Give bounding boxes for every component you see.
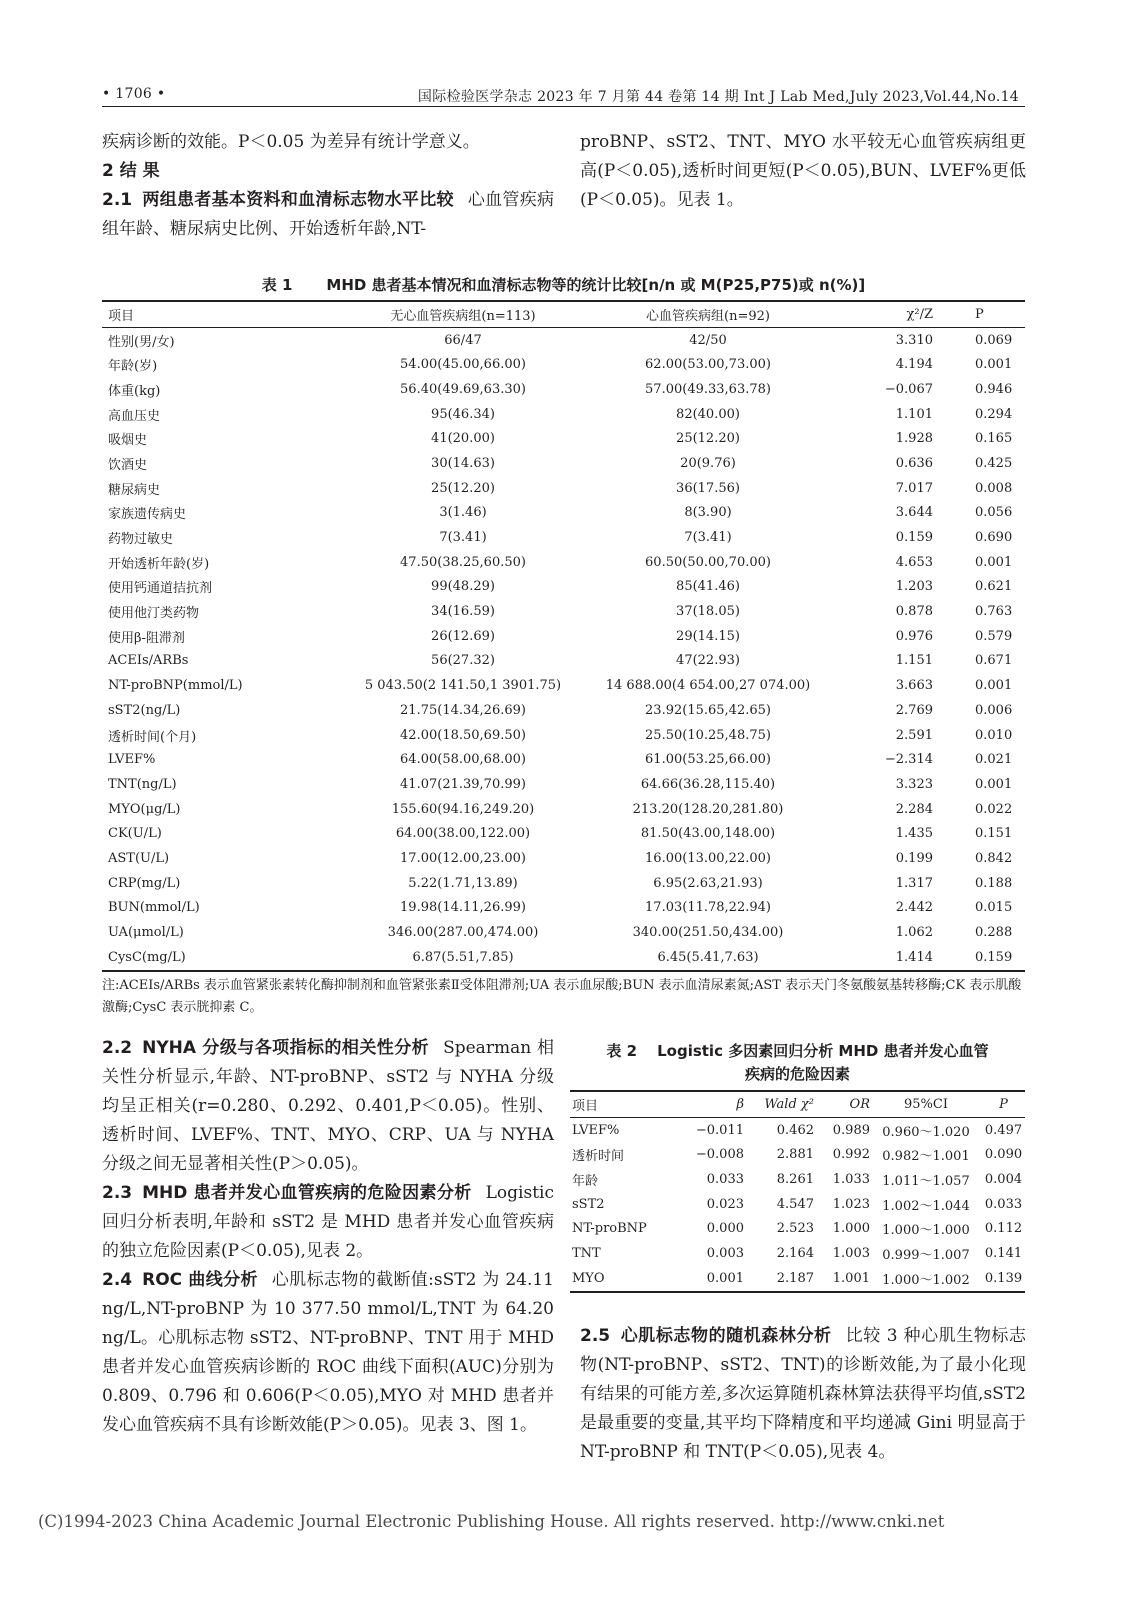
journal-header: 国际检验医学杂志 2023 年 7 月第 44 卷第 14 期 Int J Lab Med,July 2023,Vol.44,No.14 bbox=[417, 89, 1019, 105]
table1-row-cell: CK(U/L) bbox=[108, 826, 162, 842]
table1-row-cell: 2.591 bbox=[895, 727, 933, 743]
table1-row-cell: 26(12.69) bbox=[431, 628, 495, 644]
table1-row-cell: 0.056 bbox=[975, 505, 1013, 521]
subsection-number: 2.1 bbox=[102, 190, 133, 210]
table1-row-cell: TNT(ng/L) bbox=[108, 776, 177, 792]
table2-row-cell: LVEF% bbox=[572, 1122, 620, 1138]
table1-row-cell: 7.017 bbox=[895, 480, 933, 496]
table2-row-cell: 0.960～1.020 bbox=[882, 1124, 970, 1140]
table1-row bbox=[102, 501, 1025, 526]
table1-row-cell: NT-proBNP(mmol/L) bbox=[108, 678, 243, 694]
right-bottom-text bbox=[580, 1322, 1026, 1467]
table1-row-cell: 47(22.93) bbox=[676, 653, 740, 669]
table2-row-cell: 4.547 bbox=[776, 1196, 814, 1212]
paragraph-text: 心肌标志物的截断值:sST2 为 24.11 ng/L,NT-proBNP 为 10 377.50 mmol/L,TNT 为 64.20 ng/L。心肌标志物 sST2、NT-proBNP、TNT 用于 MHD 患者并发心血管疾病诊断的 ROC 曲线下面积(AUC)分别为 0.809、0.796 和 0.606(P＜0.05),MYO 对 MHD 患者并发心血管疾病不具有诊断效能(P＞0.05)。见表 3、图 1。 bbox=[102, 1270, 554, 1435]
table2-row bbox=[570, 1266, 1025, 1292]
table2-row-cell: 2.523 bbox=[776, 1221, 814, 1237]
table2-title: Logistic 多因素回归分析 MHD 患者并发心血管 bbox=[657, 1042, 989, 1060]
table2-row-cell: NT-proBNP bbox=[572, 1221, 647, 1237]
table2-row-cell: 0.004 bbox=[984, 1171, 1023, 1187]
table2-row-cell: 2.164 bbox=[776, 1245, 814, 1261]
table2-body bbox=[570, 1117, 1025, 1291]
table1-row-cell: −0.067 bbox=[884, 381, 933, 397]
paragraph-text: Logistic 回归分析表明,年龄和 sST2 是 MHD 患者并发心血管疾病的独立危险因素(P＜0.05),见表 2。 bbox=[102, 1183, 554, 1261]
table2-label: 表 2 bbox=[606, 1042, 638, 1060]
table1-row-cell: 吸烟史 bbox=[108, 433, 148, 449]
table1-row-cell: BUN(mmol/L) bbox=[108, 900, 200, 916]
table1-row-cell: 25(12.20) bbox=[431, 480, 495, 496]
table1-row-cell: 21.75(14.34,26.69) bbox=[400, 702, 526, 718]
table1-row bbox=[102, 327, 1025, 352]
table2-title-line1 bbox=[570, 1040, 1025, 1063]
table1-row-cell: 41(20.00) bbox=[431, 431, 495, 447]
table1-row-cell: 使用钙通道拮抗剂 bbox=[108, 581, 213, 597]
table1-row-cell: 0.159 bbox=[975, 949, 1013, 965]
table1-row bbox=[102, 649, 1025, 674]
table1-row-cell: 0.690 bbox=[975, 530, 1013, 546]
paragraph-2-2 bbox=[102, 1034, 554, 1179]
paragraph-2-3 bbox=[102, 1179, 554, 1266]
subsection-number: 2.3 bbox=[102, 1183, 133, 1203]
table1-row bbox=[102, 476, 1025, 501]
table1-row-cell: 20(9.76) bbox=[680, 455, 736, 471]
table1-row bbox=[102, 871, 1025, 896]
table1-row-cell: 29(14.15) bbox=[676, 628, 740, 644]
table2-row-cell: 0.003 bbox=[706, 1245, 744, 1261]
left-bottom-text bbox=[102, 1034, 554, 1440]
table1-note: 注:ACEIs/ARBs 表示血管紧张素转化酶抑制剂和血管紧张素Ⅱ受体阻滞剂;UA 表示血尿酸;BUN 表示血清尿素氮;AST 表示天门冬氨酸氨基转移酶;CK 表示肌酸激酶;CysC 表示胱抑素 C。 bbox=[102, 978, 1022, 1015]
table1 bbox=[102, 300, 1025, 972]
table2-row-cell: 1.002～1.044 bbox=[882, 1198, 970, 1214]
subsection-number: 2.2 bbox=[102, 1038, 133, 1058]
table1-title: MHD 患者基本情况和血清标志物等的统计比较[n/n 或 M(P25,P75)或 n(%)] bbox=[326, 276, 866, 294]
paragraph-text: 心血管疾病组年龄、糖尿病史比例、开始透析年龄,NT- bbox=[102, 190, 555, 239]
table1-row-cell: 16.00(13.00,22.00) bbox=[645, 850, 771, 866]
table1-row-cell: AST(U/L) bbox=[108, 850, 170, 866]
table1-row-cell: 155.60(94.16,249.20) bbox=[391, 801, 535, 817]
table1-row-cell: 透析时间(个月) bbox=[108, 729, 197, 745]
table1-row-cell: 64.00(38.00,122.00) bbox=[395, 826, 531, 842]
table1-row-cell: 14 688.00(4 654.00,27 074.00) bbox=[605, 678, 811, 694]
table1-row-cell: 0.579 bbox=[975, 628, 1013, 644]
table1-row bbox=[102, 821, 1025, 846]
table2-title-line2: 疾病的危险因素 bbox=[744, 1065, 850, 1083]
table1-row-cell: 饮酒史 bbox=[108, 457, 148, 473]
table1-row-cell: 47.50(38.25,60.50) bbox=[400, 554, 526, 570]
table1-row-cell: 340.00(251.50,434.00) bbox=[632, 925, 784, 941]
right-top-text bbox=[580, 128, 1026, 215]
table1-row-cell: 0.022 bbox=[975, 801, 1013, 817]
table1-row-cell: UA(μmol/L) bbox=[108, 925, 184, 941]
table1-row bbox=[102, 673, 1025, 698]
table1-row-cell: 57.00(49.33,63.78) bbox=[645, 381, 771, 397]
table2-row-cell: 0.033 bbox=[984, 1196, 1023, 1212]
table1-row-cell: MYO(μg/L) bbox=[108, 801, 181, 817]
table1-row-cell: 1.928 bbox=[895, 431, 933, 447]
table1-row-cell: 56(27.32) bbox=[431, 653, 495, 669]
table1-row-cell: 0.294 bbox=[975, 406, 1013, 422]
table2-row-cell: 1.000 bbox=[832, 1221, 870, 1237]
table1-row-cell: 药物过敏史 bbox=[108, 532, 174, 548]
table1-row-cell: 30(14.63) bbox=[431, 455, 495, 471]
table1-row-cell: 0.621 bbox=[975, 579, 1013, 595]
table1-caption bbox=[102, 274, 1025, 295]
table2-row bbox=[570, 1216, 1025, 1241]
table1-row-cell: 4.653 bbox=[895, 554, 933, 570]
table1-row-cell: 0.425 bbox=[975, 455, 1013, 471]
table2-header-cell: 项目 bbox=[572, 1098, 599, 1114]
paragraph-text: 比较 3 种心肌生物标志物(NT-proBNP、sST2、TNT)的诊断效能,为了最小化现有结果的可能方差,多次运算随机森林算法获得平均值,sST2 是最重要的变量,其平均下降精度和平均递减 Gini 明显高于 NT-proBNP 和 TNT(P＜0.05),见表 4。 bbox=[580, 1326, 1027, 1462]
table2-row-cell: MYO bbox=[572, 1270, 605, 1286]
table2-row-cell: 0.000 bbox=[706, 1221, 744, 1237]
table1-row bbox=[102, 426, 1025, 451]
table2-row-cell: 2.881 bbox=[776, 1147, 814, 1163]
table1-row-cell: 23.92(15.65,42.65) bbox=[645, 702, 771, 718]
table1-row-cell: 17.00(12.00,23.00) bbox=[400, 850, 526, 866]
table2 bbox=[570, 1090, 1025, 1293]
table1-row-cell: 高血压史 bbox=[108, 408, 161, 424]
table2-row-cell: 0.023 bbox=[706, 1196, 744, 1212]
table2-row-cell: 1.033 bbox=[832, 1171, 870, 1187]
table1-row-cell: 17.03(11.78,22.94) bbox=[645, 900, 771, 916]
table1-row-cell: 8(3.90) bbox=[684, 505, 732, 521]
table2-row-cell: 透析时间 bbox=[572, 1149, 625, 1165]
subsection-title: MHD 患者并发心血管疾病的危险因素分析 bbox=[142, 1183, 472, 1203]
table1-row-cell: 年龄(岁) bbox=[108, 359, 158, 375]
subsection-title: 两组患者基本资料和血清标志物水平比较 bbox=[142, 190, 454, 210]
table1-row-cell: 0.671 bbox=[975, 653, 1013, 669]
table1-row-cell: 95(46.34) bbox=[431, 406, 495, 422]
table1-row-cell: 6.95(2.63,21.93) bbox=[653, 875, 763, 891]
table1-row bbox=[102, 723, 1025, 748]
table2-header-cell: 95%CI bbox=[904, 1096, 948, 1112]
table1-row-cell: 0.946 bbox=[975, 381, 1013, 397]
table2-row-cell: 1.011～1.057 bbox=[882, 1173, 970, 1189]
table1-row-cell: 64.00(58.00,68.00) bbox=[400, 752, 526, 768]
table1-row-cell: 使用他汀类药物 bbox=[108, 606, 200, 622]
table2-row-cell: 1.001 bbox=[832, 1270, 870, 1286]
table1-row-cell: 0.842 bbox=[975, 850, 1013, 866]
table1-row-cell: 0.015 bbox=[975, 900, 1013, 916]
table1-row-cell: 0.069 bbox=[975, 332, 1013, 348]
table2-row-cell: sST2 bbox=[572, 1196, 605, 1212]
table2-row bbox=[570, 1167, 1025, 1192]
paragraph-2-4 bbox=[102, 1266, 554, 1440]
table1-row-cell: 42.00(18.50,69.50) bbox=[400, 727, 526, 743]
table1-row-cell: 0.021 bbox=[975, 752, 1013, 768]
subsection-number: 2.4 bbox=[102, 1270, 133, 1290]
table2-header-cell bbox=[982, 1091, 1025, 1117]
table1-row-cell: 213.20(128.20,281.80) bbox=[632, 801, 784, 817]
wald-label: Wald χ² bbox=[764, 1096, 814, 1112]
table1-row-cell: 3.323 bbox=[895, 776, 933, 792]
table1-row-cell: sST2(ng/L) bbox=[108, 702, 181, 718]
table1-row-cell: 糖尿病史 bbox=[108, 482, 161, 498]
subsection-number: 2.5 bbox=[580, 1326, 611, 1346]
table1-row-cell: 62.00(53.00,73.00) bbox=[645, 357, 771, 373]
table2-row-cell: 0.982～1.001 bbox=[882, 1149, 970, 1165]
table2-header-row bbox=[570, 1091, 1025, 1117]
page-number: • 1706 • bbox=[102, 86, 166, 102]
table1-row-cell: 0.199 bbox=[895, 850, 933, 866]
table1-row-cell: 66/47 bbox=[444, 332, 482, 348]
table1-row-cell: 2.442 bbox=[895, 900, 933, 916]
table2-row-cell: −0.011 bbox=[695, 1122, 744, 1138]
table1-row bbox=[102, 846, 1025, 871]
table1-row-cell: 6.45(5.41,7.63) bbox=[657, 949, 759, 965]
table1-row-cell: 0.165 bbox=[975, 431, 1013, 447]
table1-row-cell: ACEIs/ARBs bbox=[108, 653, 189, 669]
table1-row-cell: 1.062 bbox=[895, 925, 933, 941]
table1-row-cell: 42/50 bbox=[689, 332, 727, 348]
table1-row bbox=[102, 599, 1025, 624]
table1-row-cell: CysC(mg/L) bbox=[108, 949, 186, 965]
subsection-title: ROC 曲线分析 bbox=[142, 1270, 258, 1290]
table2-row-cell: 8.261 bbox=[776, 1171, 814, 1187]
table2-row-cell: 0.112 bbox=[984, 1221, 1023, 1237]
table2-row-cell: 1.023 bbox=[832, 1196, 870, 1212]
table2-row bbox=[570, 1142, 1025, 1167]
p-label: P bbox=[999, 1096, 1008, 1112]
table2-header-cell bbox=[820, 1091, 870, 1117]
table1-row-cell: 开始透析年龄(岁) bbox=[108, 556, 210, 572]
table1-row-cell: 6.87(5.51,7.85) bbox=[412, 949, 514, 965]
table1-row-cell: 3(1.46) bbox=[439, 505, 487, 521]
table1-row-cell: 99(48.29) bbox=[431, 579, 495, 595]
table1-row-cell: 2.769 bbox=[895, 702, 933, 718]
table1-row-cell: 25(12.20) bbox=[676, 431, 740, 447]
table1-row-cell: 1.317 bbox=[895, 875, 933, 891]
table2-row-cell: 0.033 bbox=[706, 1171, 744, 1187]
table1-header-cell: 无心血管疾病组(n=113) bbox=[390, 308, 536, 324]
table1-row-cell: 4.194 bbox=[895, 357, 933, 373]
table1-row-cell: 0.001 bbox=[975, 357, 1013, 373]
header-rule bbox=[102, 106, 1025, 107]
table1-body bbox=[102, 327, 1025, 970]
table1-row bbox=[102, 402, 1025, 427]
table1-row bbox=[102, 797, 1025, 822]
table1-row bbox=[102, 698, 1025, 723]
table1-row bbox=[102, 451, 1025, 476]
table1-row-cell: 346.00(287.00,474.00) bbox=[387, 925, 539, 941]
table1-row-cell: 1.414 bbox=[895, 949, 933, 965]
table1-row-cell: 0.636 bbox=[895, 455, 933, 471]
table1-row-cell: 60.50(50.00,70.00) bbox=[645, 554, 771, 570]
table1-row-cell: 82(40.00) bbox=[676, 406, 740, 422]
table2-row-cell: 0.497 bbox=[984, 1122, 1023, 1138]
table2-row-cell: −0.008 bbox=[695, 1147, 744, 1163]
table1-row-cell: 1.101 bbox=[895, 406, 933, 422]
table1-row-cell: 41.07(21.39,70.99) bbox=[400, 776, 526, 792]
table1-row bbox=[102, 896, 1025, 921]
table1-row-cell: 0.001 bbox=[975, 554, 1013, 570]
table1-row-cell: −2.314 bbox=[884, 752, 933, 768]
table1-row-cell: 2.284 bbox=[895, 801, 933, 817]
table1-row-cell: 家族遗传病史 bbox=[108, 507, 187, 523]
table2-row-cell: 0.989 bbox=[832, 1122, 870, 1138]
section-heading-results: 2 结 果 bbox=[102, 161, 160, 181]
table1-row-cell: 0.159 bbox=[895, 530, 933, 546]
table2-caption bbox=[570, 1040, 1025, 1086]
table1-row-cell: 0.763 bbox=[975, 604, 1013, 620]
table1-row-cell: 0.188 bbox=[975, 875, 1013, 891]
table1-row-cell: 使用β-阻滞剂 bbox=[108, 630, 185, 646]
table1-row-cell: 1.435 bbox=[895, 826, 933, 842]
table1-header-cell: P bbox=[975, 306, 984, 322]
table1-row-cell: 0.010 bbox=[975, 727, 1013, 743]
table1-row-cell: 0.001 bbox=[975, 678, 1013, 694]
table1-row-cell: 7(3.41) bbox=[684, 530, 732, 546]
table1-row-cell: 36(17.56) bbox=[676, 480, 740, 496]
table2-row-cell: 0.001 bbox=[706, 1270, 744, 1286]
table2-row-cell: 2.187 bbox=[776, 1270, 814, 1286]
table2-row bbox=[570, 1117, 1025, 1142]
table1-row-cell: 56.40(49.69,63.30) bbox=[400, 381, 526, 397]
table1-row bbox=[102, 747, 1025, 772]
left-top-text bbox=[102, 128, 554, 244]
table1-row bbox=[102, 550, 1025, 575]
or-label: OR bbox=[849, 1096, 870, 1112]
table1-row-cell: 64.66(36.28,115.40) bbox=[640, 776, 776, 792]
table1-row-cell: LVEF% bbox=[108, 752, 156, 768]
table1-row-cell: 1.203 bbox=[895, 579, 933, 595]
subsection-title: 心肌标志物的随机森林分析 bbox=[620, 1326, 832, 1346]
table1-row-cell: 0.001 bbox=[975, 776, 1013, 792]
table1-row-cell: 54.00(45.00,66.00) bbox=[400, 357, 526, 373]
table1-row-cell: 19.98(14.11,26.99) bbox=[400, 900, 526, 916]
table1-row bbox=[102, 945, 1025, 971]
table2-header-cell bbox=[682, 1091, 744, 1117]
table1-row-cell: 3.663 bbox=[895, 678, 933, 694]
table1-row bbox=[102, 624, 1025, 649]
table1-row-cell: 5 043.50(2 141.50,1 3901.75) bbox=[364, 678, 562, 694]
table1-row-cell: 85(41.46) bbox=[676, 579, 740, 595]
table2-row-cell: 年龄 bbox=[572, 1173, 599, 1189]
table2-row-cell: 0.462 bbox=[776, 1122, 814, 1138]
table1-row-cell: 34(16.59) bbox=[431, 604, 495, 620]
table1-row bbox=[102, 772, 1025, 797]
subsection-title: NYHA 分级与各项指标的相关性分析 bbox=[142, 1038, 430, 1058]
table1-row-cell: 0.878 bbox=[895, 604, 933, 620]
copyright-footer: (C)1994-2023 China Academic Journal Electronic Publishing House. All rights reserved. http://www.cnki.net bbox=[38, 1512, 945, 1531]
table2-row-cell: 0.992 bbox=[832, 1147, 870, 1163]
paragraph-continuation: 疾病诊断的效能。P＜0.05 为差异有统计学意义。 bbox=[102, 132, 480, 152]
table2-row bbox=[570, 1192, 1025, 1217]
table2-row-cell: 1.000～1.000 bbox=[882, 1223, 970, 1239]
table2-row-cell: 0.141 bbox=[984, 1245, 1023, 1261]
table1-row bbox=[102, 575, 1025, 600]
table2-row-cell: 1.000～1.002 bbox=[882, 1272, 970, 1288]
table1-row-cell: 0.151 bbox=[975, 826, 1013, 842]
paragraph-2-5 bbox=[580, 1322, 1026, 1467]
table1-row bbox=[102, 352, 1025, 377]
table1-label: 表 1 bbox=[261, 276, 293, 294]
table1-header-row bbox=[102, 301, 1025, 327]
table2-row-cell: 0.090 bbox=[984, 1147, 1023, 1163]
table1-header-cell: 项目 bbox=[108, 308, 135, 324]
paragraph-continuation-right: proBNP、sST2、TNT、MYO 水平较无心血管疾病组更高(P＜0.05),透析时间更短(P＜0.05),BUN、LVEF%更低(P＜0.05)。见表 1。 bbox=[580, 132, 1026, 210]
table1-row-cell: 3.310 bbox=[895, 332, 933, 348]
table2-row-cell: 0.999～1.007 bbox=[882, 1247, 970, 1263]
table2-row-cell: 0.139 bbox=[984, 1270, 1023, 1286]
table1-header-cell: χ²/Z bbox=[906, 306, 933, 322]
table1-row-cell: 0.288 bbox=[975, 925, 1013, 941]
table2-row-cell: TNT bbox=[572, 1245, 601, 1261]
table1-header-cell: 心血管疾病组(n=92) bbox=[646, 308, 770, 324]
table1-row-cell: 0.976 bbox=[895, 628, 933, 644]
table1-row-cell: 性别(男/女) bbox=[108, 334, 175, 350]
table1-row-cell: 25.50(10.25,48.75) bbox=[645, 727, 771, 743]
table2-row bbox=[570, 1241, 1025, 1266]
table2-header-cell bbox=[744, 1091, 820, 1117]
paragraph-text: Spearman 相关性分析显示,年龄、NT-proBNP、sST2 与 NYHA 分级均呈正相关(r=0.280、0.292、0.401,P＜0.05)。性别、透析时间、LVEF%、TNT、MYO、CRP、UA 与 NYHA 分级之间无显著相关性(P＞0.05)。 bbox=[102, 1038, 554, 1174]
paragraph-2-1 bbox=[102, 186, 554, 244]
table1-row-cell: CRP(mg/L) bbox=[108, 875, 181, 891]
table1-row-cell: 3.644 bbox=[895, 505, 933, 521]
table1-row-cell: 5.22(1.71,13.89) bbox=[408, 875, 518, 891]
table1-row-cell: 7(3.41) bbox=[439, 530, 487, 546]
beta-symbol: β bbox=[736, 1096, 744, 1112]
table1-row-cell: 81.50(43.00,148.00) bbox=[640, 826, 776, 842]
table1-row bbox=[102, 525, 1025, 550]
table1-row-cell: 37(18.05) bbox=[676, 604, 740, 620]
table2-row-cell: 1.003 bbox=[832, 1245, 870, 1261]
table1-row bbox=[102, 920, 1025, 945]
table1-row bbox=[102, 377, 1025, 402]
table1-row-cell: 0.008 bbox=[975, 480, 1013, 496]
table1-row-cell: 1.151 bbox=[895, 653, 933, 669]
table1-row-cell: 0.006 bbox=[975, 702, 1013, 718]
table1-row-cell: 体重(kg) bbox=[108, 383, 161, 399]
table1-row-cell: 61.00(53.25,66.00) bbox=[645, 752, 771, 768]
